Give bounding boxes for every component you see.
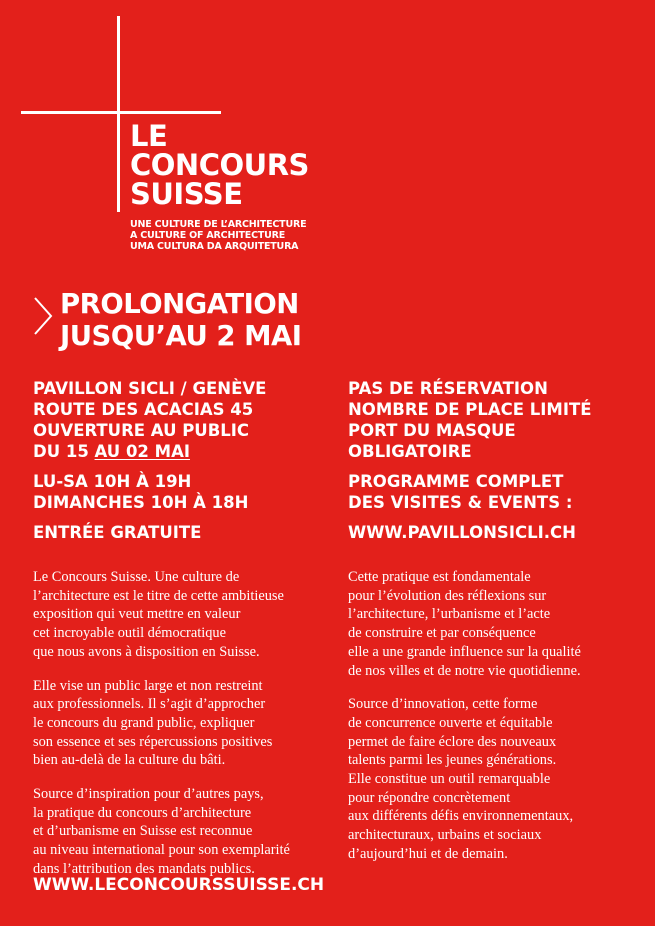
opening-dates-prefix: DU 15 <box>33 442 95 461</box>
logo-cross-horizontal <box>21 111 221 114</box>
hours-sundays: DIMANCHES 10H À 18H <box>33 493 249 512</box>
tagline-fr: UNE CULTURE DE L’ARCHITECTURE <box>130 219 307 230</box>
opening-label: OUVERTURE AU PUBLIC <box>33 421 250 440</box>
left-info <box>33 378 333 543</box>
venue-name: PAVILLON SICLI / GENÈVE <box>33 379 267 398</box>
body-line: au niveau international pour son exemplarité <box>33 842 290 859</box>
body-line: Elle vise un public large et non restreint <box>33 677 263 694</box>
body-line: aux professionnels. Il s’agit d’approcher <box>33 696 266 713</box>
body-line: cet incroyable outil démocratique <box>33 625 226 642</box>
right-paragraph-1 <box>348 568 648 680</box>
body-line: que nous avons à disposition en Suisse. <box>33 643 260 660</box>
body-line: pour répondre concrètement <box>348 789 511 806</box>
body-line: dans l’attribution des mandats publics. <box>33 860 255 877</box>
mask-required-2: OBLIGATOIRE <box>348 442 472 461</box>
body-line: pour l’évolution des réflexions sur <box>348 587 547 604</box>
tagline-en: A CULTURE OF ARCHITECTURE <box>130 230 286 241</box>
limited-places: NOMBRE DE PLACE LIMITÉ <box>348 400 592 419</box>
body-line: l’architecture est le titre de cette ambitieuse <box>33 587 284 604</box>
hours-weekdays: LU-SA 10H À 19H <box>33 472 192 491</box>
body-line: permet de faire éclore des nouveaux <box>348 733 557 750</box>
left-paragraph-3 <box>33 785 333 879</box>
mask-required: PORT DU MASQUE <box>348 421 516 440</box>
programme-label-2: DES VISITES & EVENTS : <box>348 493 573 512</box>
programme-label: PROGRAMME COMPLET <box>348 472 564 491</box>
pavillon-url[interactable]: WWW.PAVILLONSICLI.CH <box>348 523 576 542</box>
body-line: Cette pratique est fondamentale <box>348 569 531 585</box>
brand-taglines <box>130 219 309 252</box>
left-paragraph-2 <box>33 677 333 771</box>
right-body <box>348 568 648 879</box>
body-line: Source d’innovation, cette forme <box>348 696 538 713</box>
body-line: exposition qui veut mettre en valeur <box>33 606 241 623</box>
right-info <box>348 378 648 543</box>
body-line: de nos villes et de notre vie quotidienne. <box>348 662 581 679</box>
body-line: d’aujourd’hui et de demain. <box>348 845 508 862</box>
right-paragraph-2 <box>348 695 648 863</box>
free-entry: ENTRÉE GRATUITE <box>33 523 202 542</box>
left-body <box>33 568 333 894</box>
body-line: Elle constitue un outil remarquable <box>348 771 551 788</box>
body-line: de concurrence ouverte et équitable <box>348 714 553 731</box>
brand-line-concours: CONCOURS <box>130 148 309 182</box>
logo-cross-vertical <box>117 16 120 212</box>
body-line: la pratique du concours d’architecture <box>33 804 252 821</box>
opening-dates-end: AU 02 MAI <box>94 442 190 461</box>
brand-line-le: LE <box>130 119 168 153</box>
body-line: architecturaux, urbains et sociaux <box>348 827 542 844</box>
website-url[interactable]: WWW.LECONCOURSSUISSE.CH <box>33 875 325 895</box>
no-reservation: PAS DE RÉSERVATION <box>348 379 548 398</box>
body-line: et d’urbanisme en Suisse est reconnue <box>33 823 253 840</box>
body-line: elle a une grande influence sur la qualité <box>348 643 581 660</box>
headline-line-1: PROLONGATION <box>60 288 299 320</box>
body-line: aux différents défis environnementaux, <box>348 808 574 825</box>
opening-dates <box>33 441 333 462</box>
body-line: l’architecture, l’urbanisme et l’acte <box>348 606 551 623</box>
body-line: Le Concours Suisse. Une culture de <box>33 569 240 585</box>
headline-line-2: JUSQU’AU 2 MAI <box>60 320 302 352</box>
body-line: le concours du grand public, expliquer <box>33 714 255 731</box>
body-line: son essence et ses répercussions positives <box>33 733 273 750</box>
venue-address: ROUTE DES ACACIAS 45 <box>33 400 254 419</box>
body-line: talents parmi les jeunes générations. <box>348 752 557 769</box>
headline <box>60 288 301 352</box>
body-line: Source d’inspiration pour d’autres pays, <box>33 786 264 803</box>
tagline-pt: UMA CULTURA DA ARQUITETURA <box>130 241 299 252</box>
brand-title <box>130 119 309 252</box>
left-paragraph-1 <box>33 568 333 662</box>
body-line: bien au-delà de la culture du bâti. <box>33 752 226 769</box>
body-line: de construire et par conséquence <box>348 625 536 642</box>
chevron-right-icon <box>33 296 53 336</box>
brand-line-suisse: SUISSE <box>130 177 243 211</box>
